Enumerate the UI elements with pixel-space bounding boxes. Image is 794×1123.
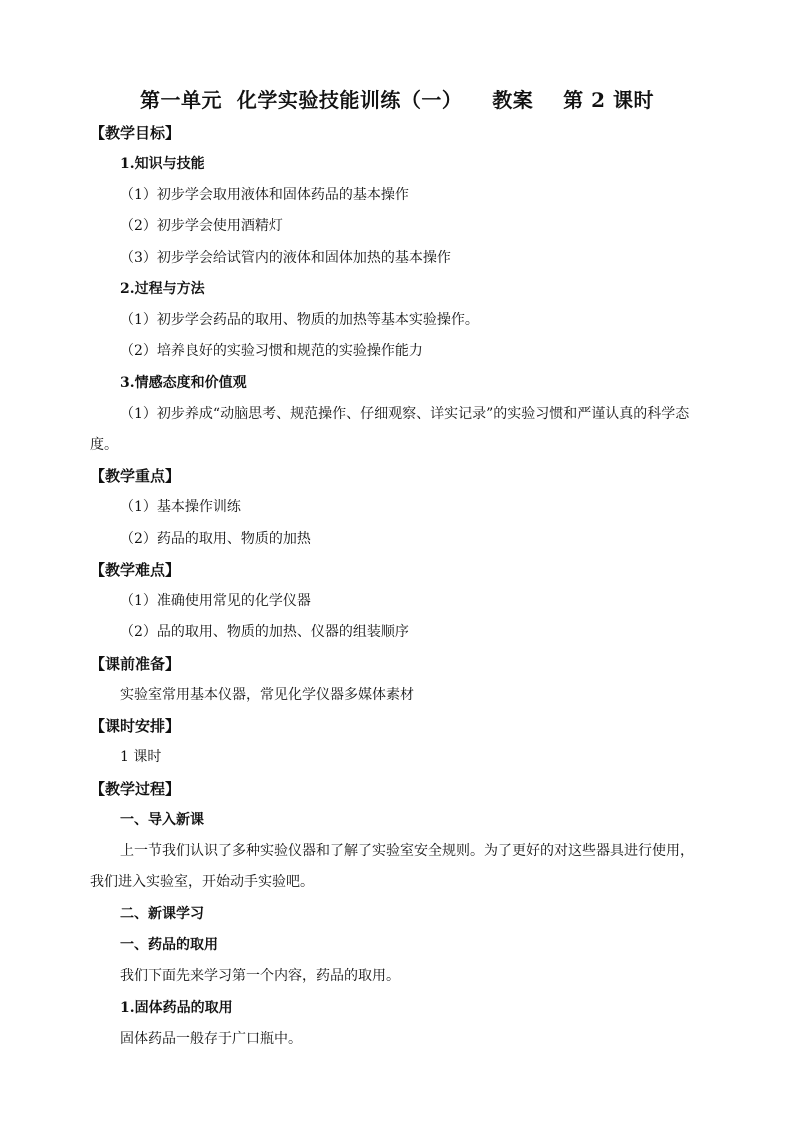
difficulty-item: （2）品的取用、物质的加热、仪器的组装顺序 xyxy=(120,624,409,640)
objective-item: （2）初步学会使用酒精灯 xyxy=(120,218,283,234)
difficulties-heading: 【教学难点】 xyxy=(90,561,181,579)
knowledge-skills-title: 1.知识与技能 xyxy=(120,156,205,172)
attitude-values-title: 3.情感态度和价值观 xyxy=(120,375,247,391)
objective-item: （1）初步学会取用液体和固体药品的基本操作 xyxy=(120,187,409,203)
preparation-heading: 【课前准备】 xyxy=(90,655,181,673)
preparation-text: 实验室常用基本仪器，常见化学仪器多媒体素材 xyxy=(120,687,414,703)
intro-title: 一、导入新课 xyxy=(120,812,204,828)
page-title: 第一单元 化学实验技能训练（一） 教案 第 2 课时 xyxy=(140,88,654,112)
objective-item: （1）初步学会药品的取用、物质的加热等基本实验操作。 xyxy=(120,312,479,328)
intro-paragraph: 上一节我们认识了多种实验仪器和了解了实验室安全规则。为了更好的对这些器具进行使用，我们进入实验室，开始动手实验吧。 xyxy=(90,843,694,890)
process-method-title: 2.过程与方法 xyxy=(120,281,205,297)
objective-item: （2）培养良好的实验习惯和规范的实验操作能力 xyxy=(120,343,423,359)
reagent-section-title: 一、药品的取用 xyxy=(120,937,218,953)
solid-reagent-title: 1.固体药品的取用 xyxy=(120,1000,233,1016)
key-point-item: （2）药品的取用、物质的加热 xyxy=(120,531,311,547)
key-point-item: （1）基本操作训练 xyxy=(120,499,241,515)
objectives-heading: 【教学目标】 xyxy=(90,124,181,142)
objective-item: （3）初步学会给试管内的液体和固体加热的基本操作 xyxy=(120,250,451,266)
reagent-section-text: 我们下面先来学习第一个内容，药品的取用。 xyxy=(120,968,400,984)
schedule-heading: 【课时安排】 xyxy=(90,717,181,735)
key-points-heading: 【教学重点】 xyxy=(90,467,181,485)
solid-reagent-text: 固体药品一般存于广口瓶中。 xyxy=(120,1031,302,1047)
schedule-text: 1 课时 xyxy=(120,749,162,765)
objective-paragraph: （1）初步养成“动脑思考、规范操作、仔细观察、详实记录”的实验习惯和严谨认真的科学态度。 xyxy=(90,406,690,453)
new-lesson-title: 二、新课学习 xyxy=(120,906,204,922)
process-heading: 【教学过程】 xyxy=(90,780,181,798)
difficulty-item: （1）准确使用常见的化学仪器 xyxy=(120,593,311,609)
